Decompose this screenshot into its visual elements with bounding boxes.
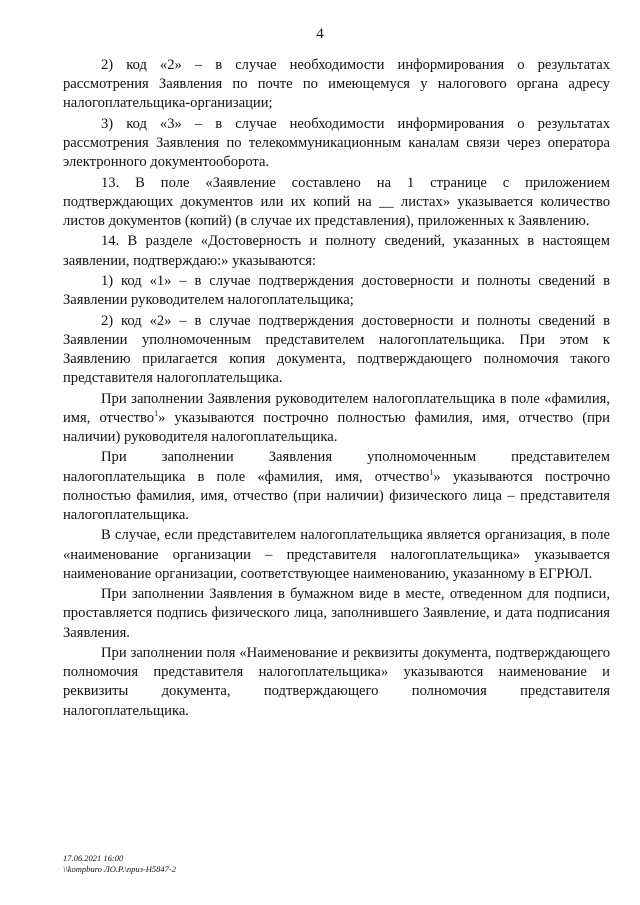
page-number: 4 [316,26,324,42]
footer-path: \\kompburo ЛО.Р.\приз-Н5847-2 [63,864,176,874]
footer-stamp [63,853,176,875]
document-body [63,56,610,722]
paragraph: В случае, если представителем налогоплательщика является организация, в поле «наименование организации – представителя налогоплательщика» указывается наименование организации, соответствующее наименованию, указанному в ЕГРЮЛ. [63,527,610,582]
paragraph: При заполнении поля «Наименование и реквизиты документа, подтверждающего полномочия представителя налогоплательщика» указываются наименование и реквизиты документа, подтверждающего полномочия представителя налогоплательщика. [63,644,610,719]
paragraph: 13. В поле «Заявление составлено на 1 странице с приложением подтверждающих документов или их копий на __ листах» указывается количество листов документов (копий) (в случае их представления), приложенных к Заявлению. [63,174,610,229]
paragraph: 14. В разделе «Достоверность и полноту сведений, указанных в настоящем заявлении, подтверждаю:» указываются: [63,233,610,269]
paragraph-text: » указываются построчно полностью фамилия, имя, отчество (при наличии) руководителя налогоплательщика. [63,409,610,445]
footer-date: 17.06.2021 16:00 [63,853,124,863]
paragraph-fio-representative [63,448,610,525]
paragraph-text: » указываются построчно полностью фамилия, имя, отчество (при наличии) физического лица – представителя налогоплательщика. [63,468,610,523]
paragraph: 2) код «2» – в случае необходимости информирования о результатах рассмотрения Заявления по почте по имеющемуся у налогового органа адресу налогоплательщика-организации; [63,57,610,112]
paragraph: 1) код «1» – в случае подтверждения достоверности и полноты сведений в Заявлении руководителем налогоплательщика; [63,272,610,309]
paragraph: 2) код «2» – в случае подтверждения достоверности и полноты сведений в Заявлении уполномоченным представителем налогоплательщика. При этом к Заявлению прилагается копия документа, подтверждающего полномочия такого представителя налогоплательщика. [63,312,610,387]
paragraph-text: При заполнении Заявления уполномоченным представителем налогоплательщика в поле «фамилия, имя, отчество [63,449,610,485]
paragraph-text: При заполнении Заявления руководителем налогоплательщика в поле «фамилия, имя, отчество [63,390,610,426]
footnote-marker: 1 [429,467,434,477]
paragraph-fio-head [63,390,610,448]
footnote-marker: 1 [154,408,159,418]
paragraph: При заполнении Заявления в бумажном виде в месте, отведенном для подписи, проставляется подпись физического лица, заполнившего Заявление, и дата подписания Заявления. [63,586,610,641]
paragraph: 3) код «3» – в случае необходимости информирования о результатах рассмотрения Заявления по телекоммуникационным каналам связи через оператора электронного документооборота. [63,115,610,171]
